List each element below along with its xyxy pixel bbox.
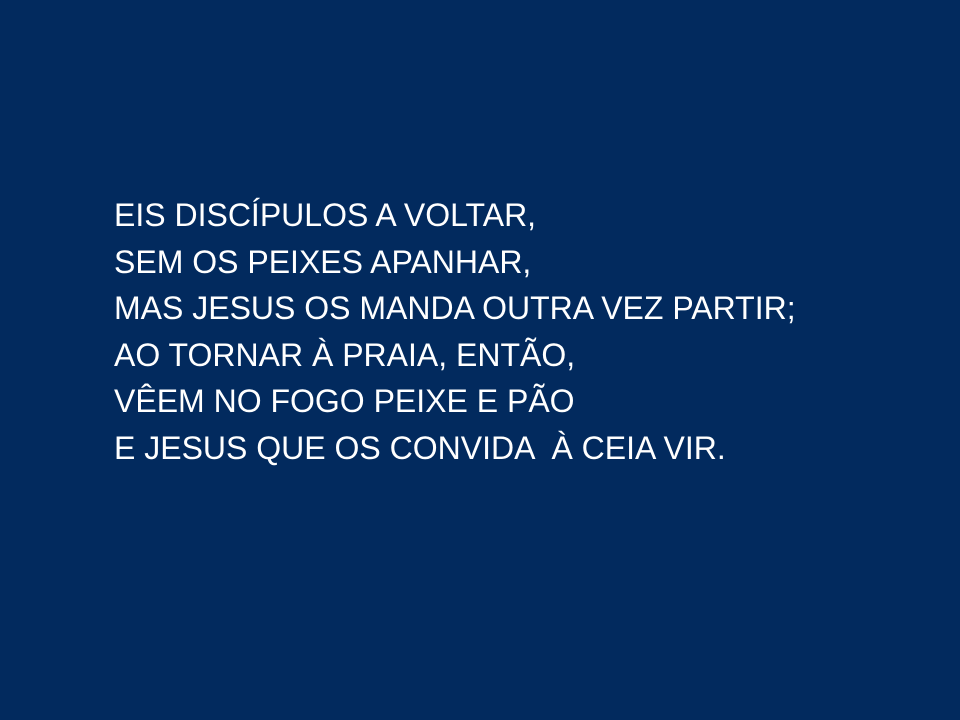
lyric-line: SEM OS PEIXES APANHAR, [114, 243, 532, 280]
lyric-line: AO TORNAR À PRAIA, ENTÃO, [114, 336, 576, 373]
lyric-line: E JESUS QUE OS CONVIDA À CEIA VIR. [114, 429, 726, 466]
lyric-line: EIS DISCÍPULOS A VOLTAR, [114, 197, 537, 233]
lyric-line: MAS JESUS OS MANDA OUTRA VEZ PARTIR; [114, 290, 796, 326]
lyrics-block [114, 192, 796, 471]
lyric-line: VÊEM NO FOGO PEIXE E PÃO [114, 383, 575, 419]
